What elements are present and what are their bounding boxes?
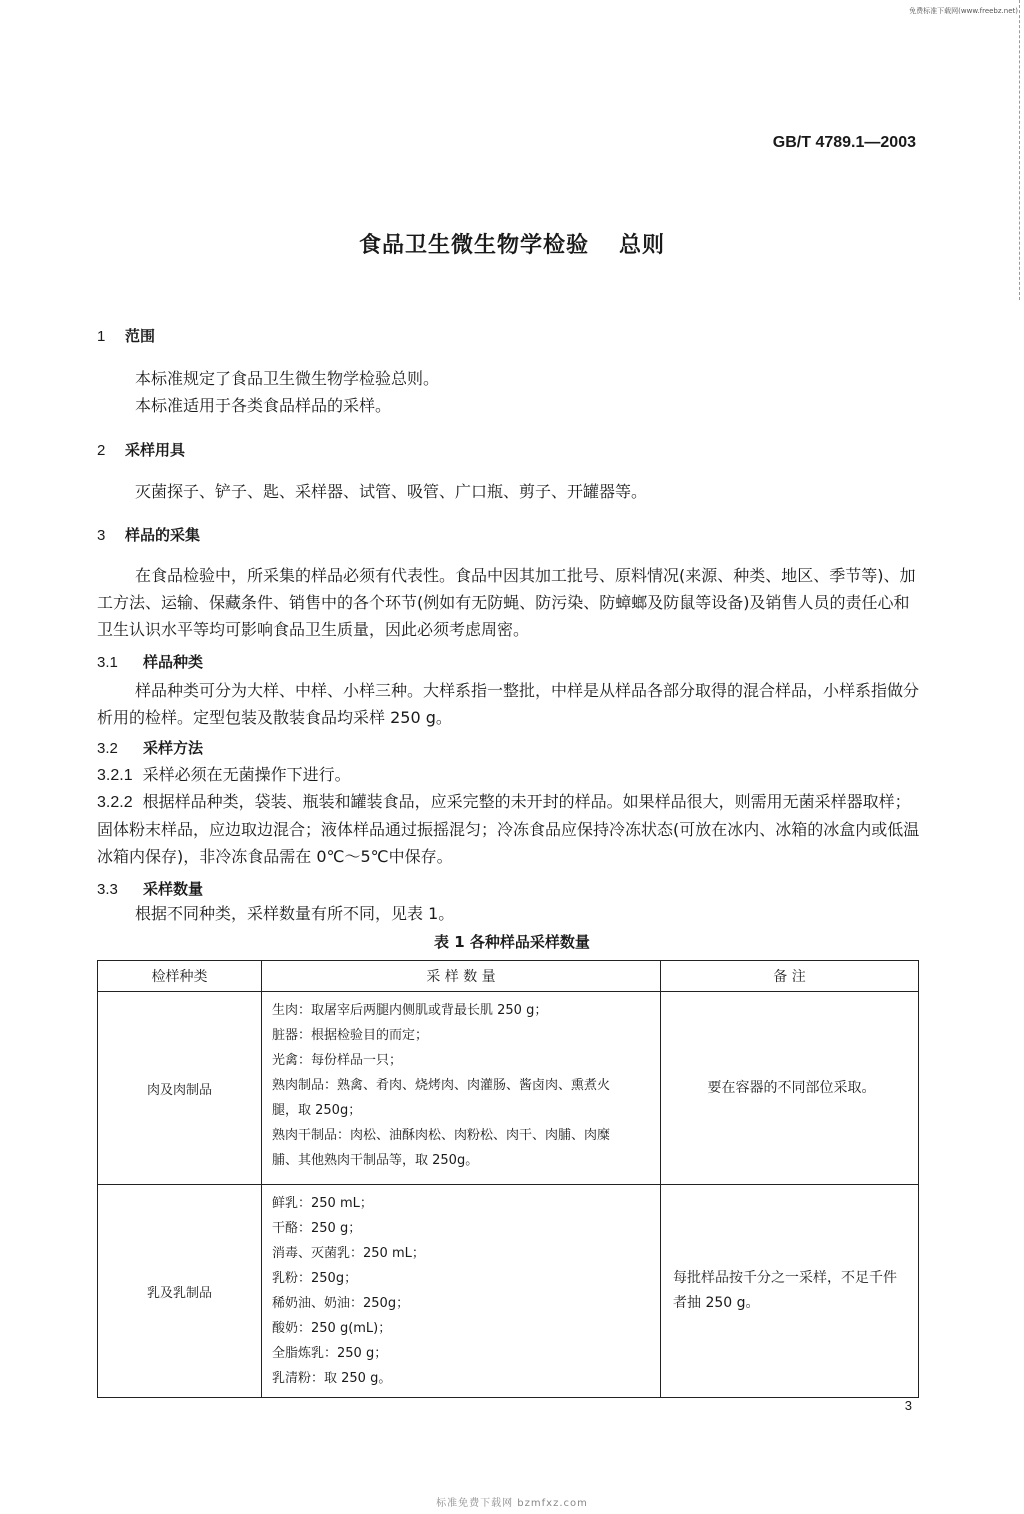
sampling-table: [97, 960, 919, 1398]
row-note: 要在容器的不同部位采取。: [661, 992, 919, 1185]
document-title: [0, 228, 1024, 259]
row-category: 肉及肉制品: [98, 992, 262, 1185]
scope-paragraph-2: 本标准适用于各类食品样品的采样。: [135, 396, 392, 415]
subsection-title: 采样数量: [143, 880, 204, 898]
collection-paragraph: 在食品检验中，所采集的样品必须有代表性。食品中因其加工批号、原料情况(来源、种类、地区、季节等)、加工方法、运输、保藏条件、销售中的各个环节(例如有无防蝇、防污染、防蟑螂及防鼠等设备)及销售人员的责任心和卫生认识水平等均可影响食品卫生质量，因此必须考虑周密。: [97, 566, 916, 639]
section-number: 2: [97, 442, 106, 459]
clause-3-2-2: 3.2.2 根据样品种类，袋装、瓶装和罐装食品，应采完整的未开封的样品。如果样品很大，则需用无菌采样器取样；固体粉末样品，应边取边混合；液体样品通过振摇混匀；冷冻食品应保持冷冻状态(可放在冰内、冰箱的冰盒内或低温冰箱内保存)，非冷冻食品需在 0℃～5℃中保存。: [97, 792, 920, 866]
table-caption: 表 1 各种样品采样数量: [434, 933, 590, 951]
section-title: 样品的采集: [125, 526, 201, 544]
quantity-paragraph: 根据不同种类，采样数量有所不同，见表 1。: [135, 904, 455, 923]
subsection-heading-quantity: [97, 878, 203, 899]
section-title: 采样用具: [125, 441, 186, 459]
page-number: 3: [904, 1398, 912, 1413]
subsection-number: 3.2: [97, 740, 118, 757]
header-category: 检样种类: [98, 961, 262, 992]
subsection-title: 采样方法: [143, 739, 204, 757]
table-row: [98, 992, 919, 1185]
title-sub: 总则: [619, 233, 666, 258]
subsection-title: 样品种类: [143, 653, 204, 671]
section-heading-scope: [97, 325, 155, 346]
section-title: 范围: [125, 327, 156, 345]
title-main: 食品卫生微生物学检验: [358, 233, 589, 258]
subsection-number: 3.1: [97, 654, 118, 671]
section-number: 3: [97, 527, 106, 544]
section-heading-tools: [97, 439, 185, 460]
types-paragraph: 样品种类可分为大样、中样、小样三种。大样系指一整批，中样是从样品各部分取得的混合样品，小样系指做分析用的检样。定型包装及散装食品均采样 250 g。: [97, 681, 920, 727]
scope-paragraph-1: 本标准规定了食品卫生微生物学检验总则。: [135, 369, 440, 388]
row-note: 每批样品按千分之一采样，不足千件者抽 250 g。: [661, 1185, 919, 1398]
clause-3-2-1: 3.2.1 采样必须在无菌操作下进行。: [97, 765, 351, 784]
subsection-heading-method: [97, 737, 203, 758]
row-category: 乳及乳制品: [98, 1185, 262, 1398]
header-quantity: 采 样 数 量: [262, 961, 661, 992]
subsection-number: 3.3: [97, 881, 118, 898]
section-heading-collection: [97, 524, 200, 545]
row-quantity: 鲜乳：250 mL； 干酪：250 g； 消毒、灭菌乳：250 mL； 乳粉：250g； 稀奶油、奶油：250g； 酸奶：250 g(mL)； 全脂炼乳：250 g； 乳清粉：取 250 g。: [262, 1185, 661, 1398]
standard-number: GB/T 4789.1—2003: [772, 134, 916, 151]
header-note: 备 注: [661, 961, 919, 992]
footer-watermark: 标准免费下载网 bzmfxz.com: [436, 1498, 588, 1509]
download-site-stamp: 免费标准下载网(www.freebz.net): [909, 7, 1018, 15]
table-row: [98, 1185, 919, 1398]
table-header-row: [98, 961, 919, 992]
row-quantity: 生肉：取屠宰后两腿内侧肌或背最长肌 250 g； 脏器：根据检验目的而定； 光禽：每份样品一只； 熟肉制品：熟禽、肴肉、烧烤肉、肉灌肠、酱卤肉、熏煮火 腿，取 250g； 熟肉干制品：肉松、油酥肉松、肉粉松、肉干、肉脯、肉糜 脯、其他熟肉干制品等，取 250g。: [262, 992, 661, 1185]
tools-paragraph: 灭菌探子、铲子、匙、采样器、试管、吸管、广口瓶、剪子、开罐器等。: [135, 482, 648, 501]
subsection-heading-types: [97, 651, 203, 672]
section-number: 1: [97, 328, 106, 345]
